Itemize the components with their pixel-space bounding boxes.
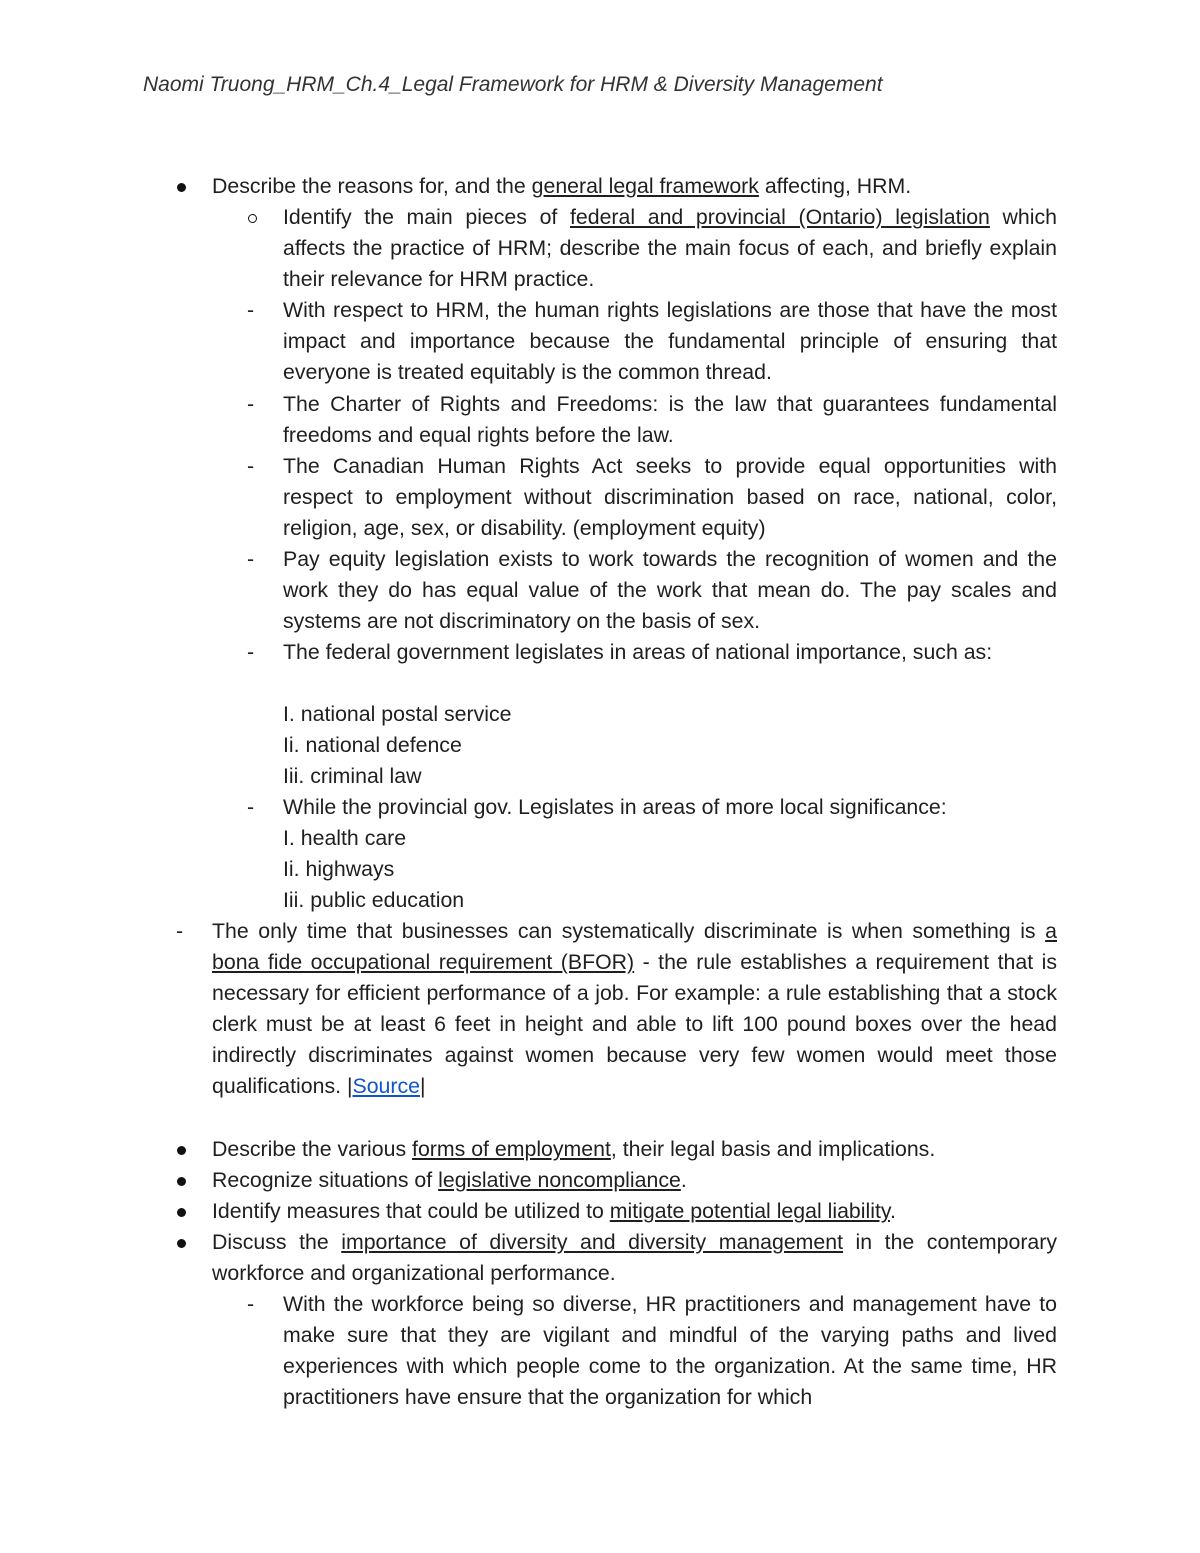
bullet-icon (177, 1208, 186, 1217)
list-item: Iii. criminal law (283, 764, 422, 788)
list-item: I. national postal service (283, 702, 512, 726)
document-header: Naomi Truong_HRM_Ch.4_Legal Framework for HRM & Diversity Management (143, 73, 883, 96)
objective-noncompliance: Recognize situations of legislative noncompliance. (212, 1168, 687, 1192)
underlined-term: mitigate potential legal liability (609, 1199, 890, 1223)
source-link[interactable]: Source (352, 1074, 420, 1098)
note-diverse-workforce: With the workforce being so diverse, HR practitioners and management have to make sure that they are vigilant and mindful of the varying paths and lived experiences with which people come to the organization. At the same time, HR practitioners have ensure that the organization for which (283, 1292, 1057, 1409)
bullet-icon (177, 1146, 186, 1155)
list-item: I. health care (283, 826, 407, 850)
note-bfor: The only time that businesses can systematically discriminate is when something is a bona fide occupational requirement (BFOR) - the rule establishes a requirement that is necessary for efficient performance of a job. For example: a rule establishing that a stock clerk must be at least 6 feet in height and able to lift 100 pound boxes over the head indirectly discriminates against women because very few women would meet those qualifications. |Source| (212, 919, 1057, 1098)
note-provincial-government: While the provincial gov. Legislates in areas of more local significance: (283, 795, 947, 819)
underlined-term: a bona fide occupational requirement (BFOR) (212, 919, 1057, 974)
note-charter: The Charter of Rights and Freedoms: is the law that guarantees fundamental freedoms and equal rights before the law. (283, 392, 1057, 447)
hollow-bullet-icon (248, 214, 257, 223)
dash-marker: - (247, 392, 255, 416)
bullet-icon (177, 183, 186, 192)
objective-general-legal-framework: Describe the reasons for, and the general legal framework affecting, HRM. (212, 174, 912, 198)
underlined-term: legislative noncompliance (438, 1168, 681, 1192)
dash-marker: - (247, 298, 255, 322)
dash-marker: - (247, 547, 255, 571)
objective-legal-liability: Identify measures that could be utilized to mitigate potential legal liability. (212, 1199, 896, 1223)
dash-marker: - (176, 919, 184, 943)
note-pay-equity: Pay equity legislation exists to work towards the recognition of women and the work they do has equal value of the work that mean do. The pay scales and systems are not discriminatory on the basis of sex. (283, 547, 1057, 633)
note-human-rights-act: The Canadian Human Rights Act seeks to provide equal opportunities with respect to employment without discrimination based on race, national, color, religion, age, sex, or disability. (employment equity) (283, 454, 1057, 540)
bullet-icon (177, 1177, 186, 1186)
list-item: Ii. highways (283, 857, 395, 881)
note-federal-government: The federal government legislates in areas of national importance, such as: (283, 640, 993, 664)
list-item: Ii. national defence (283, 733, 462, 757)
objective-diversity: Discuss the importance of diversity and diversity management in the contemporary workforce and organizational performance. (212, 1230, 1058, 1285)
objective-forms-of-employment: Describe the various forms of employment, their legal basis and implications. (212, 1137, 936, 1161)
underlined-term: importance of diversity and diversity management (341, 1230, 844, 1254)
dash-marker: - (247, 454, 255, 478)
underlined-term: forms of employment (412, 1137, 611, 1161)
underlined-term: general legal framework (531, 174, 759, 198)
dash-marker: - (247, 795, 255, 819)
objective-identify-legislation: Identify the main pieces of federal and provincial (Ontario) legislation which affects the practice of HRM; describe the main focus of each, and briefly explain their relevance for HRM practice. (283, 205, 1057, 291)
underlined-term: federal and provincial (Ontario) legislation (569, 205, 990, 229)
dash-marker: - (247, 1292, 255, 1316)
note-human-rights: With respect to HRM, the human rights legislations are those that have the most impact and importance because the fundamental principle of ensuring that everyone is treated equitably is the common thread. (283, 298, 1057, 384)
list-item: Iii. public education (283, 888, 465, 912)
bullet-icon (177, 1239, 186, 1248)
dash-marker: - (247, 640, 255, 664)
